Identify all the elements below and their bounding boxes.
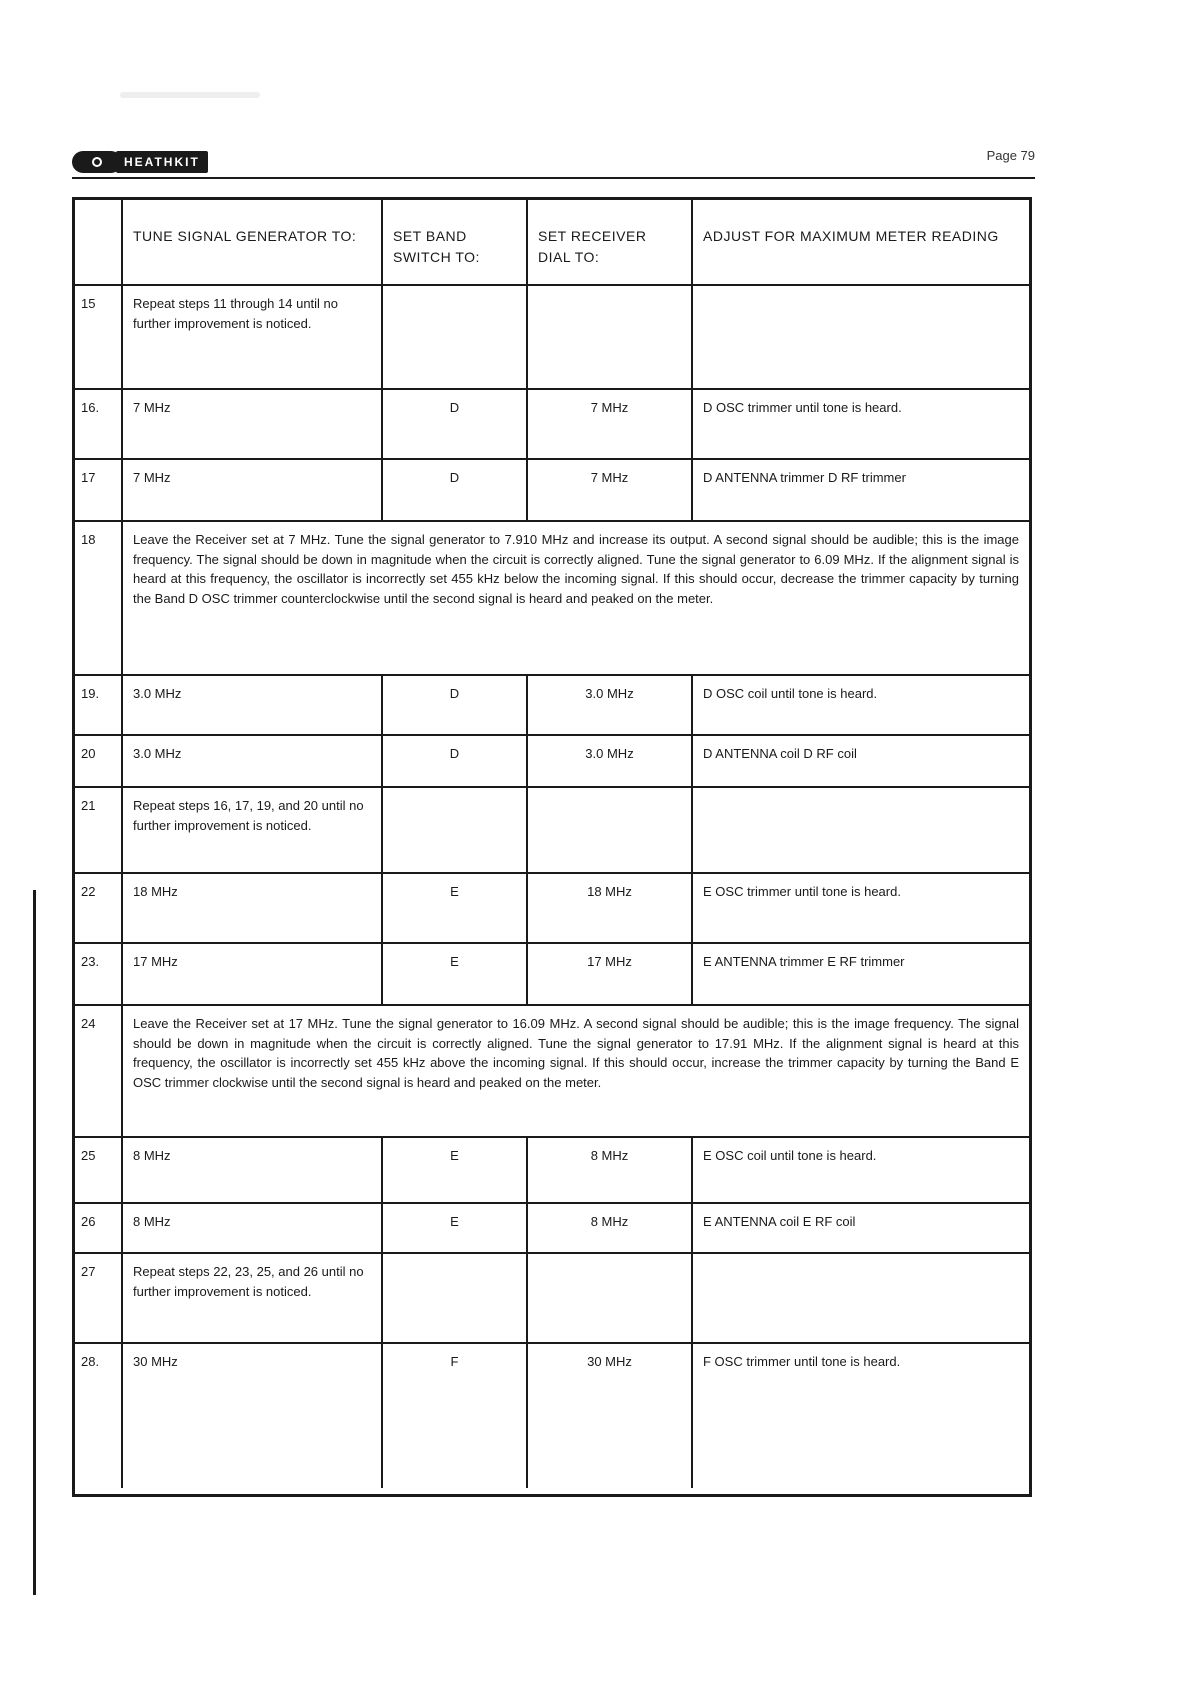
band-cell: E (383, 1138, 528, 1202)
step-number: 15 (75, 286, 123, 388)
adjust-cell: E OSC coil until tone is heard. (703, 1148, 877, 1163)
header-rule (72, 177, 1035, 179)
step-number: 21 (75, 788, 123, 872)
table-row-19 (75, 676, 1029, 736)
generator-cell: 8 MHz (123, 1138, 383, 1202)
dial-cell: 30 MHz (528, 1344, 693, 1488)
dial-cell (528, 788, 693, 872)
dial-cell (528, 286, 693, 388)
generator-cell: Repeat steps 16, 17, 19, and 20 until no further improvement is noticed. (123, 788, 383, 872)
generator-cell: Repeat steps 22, 23, 25, and 26 until no further improvement is noticed. (123, 1254, 383, 1342)
band-cell (383, 286, 528, 388)
adjust-cell: D ANTENNA coil D RF coil (703, 746, 857, 761)
table-row-26 (75, 1204, 1029, 1254)
table-row-21 (75, 788, 1029, 874)
dial-cell: 18 MHz (528, 874, 693, 942)
band-cell: E (383, 944, 528, 1004)
band-cell: E (383, 874, 528, 942)
dial-cell: 7 MHz (528, 460, 693, 520)
step-number: 23. (75, 944, 123, 1004)
dial-cell: 8 MHz (528, 1138, 693, 1202)
header-dial: SET RECEIVER DIAL TO: (528, 200, 693, 284)
generator-cell: 8 MHz (123, 1204, 383, 1252)
page-number: Page 79 (986, 148, 1035, 163)
step-number: 25 (75, 1138, 123, 1202)
band-cell: D (383, 676, 528, 734)
header-band: SET BAND SWITCH TO: (383, 200, 528, 284)
note-cell: Leave the Receiver set at 17 MHz. Tune the signal generator to 16.09 MHz. A second signal should be audible; this is the image frequency. The signal should be down in magnitude when the circuit is correctly aligned. Tune the signal generator to 17.91 MHz. If the alignment signal is heard at this frequency, the oscillator is incorrectly set 455 kHz above the incoming signal. If this should occur, increase the trimmer capacity by turning the Band E OSC trimmer clockwise until the second signal is heard and peaked on the meter. (133, 1016, 1019, 1090)
header-step-cell (75, 200, 123, 284)
dial-cell: 17 MHz (528, 944, 693, 1004)
step-number: 26 (75, 1204, 123, 1252)
band-cell (383, 1254, 528, 1342)
generator-cell: 17 MHz (123, 944, 383, 1004)
scan-smudge (120, 92, 260, 98)
table-row-25 (75, 1138, 1029, 1204)
dial-cell: 7 MHz (528, 390, 693, 458)
table-row-20 (75, 736, 1029, 788)
dial-cell: 8 MHz (528, 1204, 693, 1252)
table-row-22 (75, 874, 1029, 944)
header-generator: TUNE SIGNAL GENERATOR TO: (123, 200, 383, 284)
table-row-16 (75, 390, 1029, 460)
adjust-cell (693, 788, 1029, 872)
adjust-cell: D ANTENNA trimmer D RF trimmer (703, 470, 906, 485)
band-cell: D (383, 736, 528, 786)
dial-cell (528, 1254, 693, 1342)
generator-cell: 3.0 MHz (123, 736, 383, 786)
adjust-cell: E OSC trimmer until tone is heard. (703, 884, 901, 899)
table-row-27 (75, 1254, 1029, 1344)
generator-cell: 7 MHz (123, 390, 383, 458)
table-row-28 (75, 1344, 1029, 1488)
table-row-15 (75, 286, 1029, 390)
step-number: 19. (75, 676, 123, 734)
step-number: 18 (75, 522, 123, 674)
generator-cell: 30 MHz (123, 1344, 383, 1488)
adjust-cell: D OSC coil until tone is heard. (703, 686, 878, 701)
adjust-cell: E ANTENNA coil E RF coil (703, 1214, 856, 1229)
table-row-24-note (75, 1006, 1029, 1138)
band-cell: D (383, 460, 528, 520)
generator-cell: 3.0 MHz (123, 676, 383, 734)
step-number: 28. (75, 1344, 123, 1488)
header-adjust: ADJUST FOR MAXIMUM METER READING (703, 228, 999, 244)
dial-cell: 3.0 MHz (528, 676, 693, 734)
generator-cell: 7 MHz (123, 460, 383, 520)
adjust-cell: E ANTENNA trimmer E RF trimmer (703, 954, 905, 969)
step-number: 16. (75, 390, 123, 458)
adjust-cell: F OSC trimmer until tone is heard. (703, 1354, 901, 1369)
table-row-18-note (75, 522, 1029, 676)
alignment-table (72, 197, 1032, 1497)
adjust-cell (693, 1254, 1029, 1342)
note-cell: Leave the Receiver set at 7 MHz. Tune the signal generator to 7.910 MHz and increase its output. A second signal should be audible; this is the image frequency. The signal should be down in magnitude when the circuit is correctly aligned. Tune the signal generator to 6.09 MHz. If the alignment signal is heard at this frequency, the oscillator is incorrectly set 455 kHz below the incoming signal. If this should occur, decrease the trimmer capacity by turning the Band D OSC trimmer counterclockwise until the second signal is heard and peaked on the meter. (133, 532, 1019, 606)
step-number: 24 (75, 1006, 123, 1136)
adjust-cell: D OSC trimmer until tone is heard. (703, 400, 902, 415)
adjust-cell (693, 286, 1029, 388)
step-number: 22 (75, 874, 123, 942)
dial-cell: 3.0 MHz (528, 736, 693, 786)
table-row-17 (75, 460, 1029, 522)
table-header-row (75, 200, 1029, 286)
band-cell: D (383, 390, 528, 458)
generator-cell: Repeat steps 11 through 14 until no further improvement is noticed. (123, 286, 383, 388)
logo-wordmark: HEATHKIT (116, 151, 208, 173)
margin-binding-line (33, 890, 36, 1595)
heathkit-logo (72, 150, 272, 174)
step-number: 17 (75, 460, 123, 520)
band-cell: E (383, 1204, 528, 1252)
generator-cell: 18 MHz (123, 874, 383, 942)
band-cell (383, 788, 528, 872)
step-number: 20 (75, 736, 123, 786)
band-cell: F (383, 1344, 528, 1488)
table-row-23 (75, 944, 1029, 1006)
logo-emblem-icon (72, 151, 122, 173)
step-number: 27 (75, 1254, 123, 1342)
